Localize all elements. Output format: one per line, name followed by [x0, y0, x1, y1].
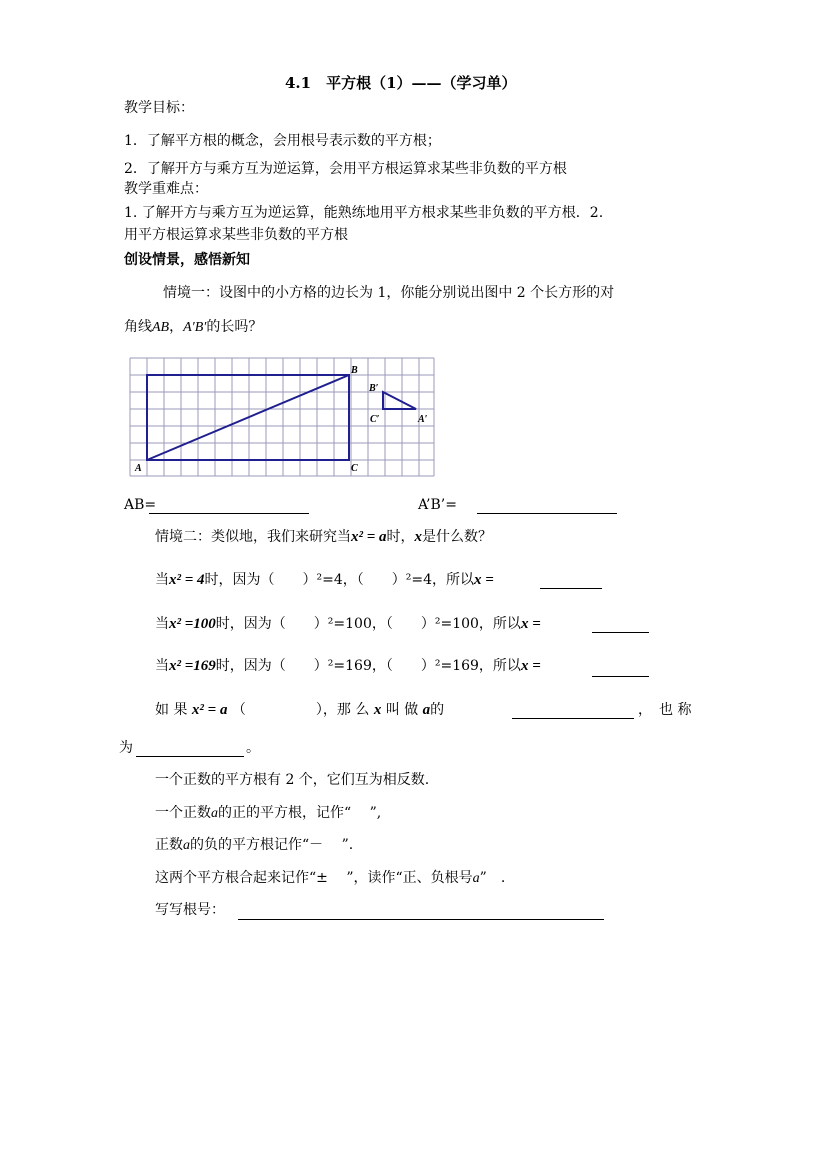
case-row: [155, 659, 541, 674]
objectives-heading: 教学目标：: [124, 100, 194, 116]
text: 的负的平方根记作“－ ”.: [190, 837, 354, 853]
definition-blank-1[interactable]: [512, 718, 634, 719]
note-4: [155, 871, 505, 886]
difficulty-line-2: 用平方根运算求某些非负数的平方根: [124, 227, 348, 243]
case-3-blank[interactable]: [592, 676, 649, 677]
label-c: C: [351, 463, 358, 474]
text: 角线: [124, 319, 152, 335]
case-row: [155, 573, 494, 588]
variable-a: a: [422, 702, 431, 718]
variable-a: a: [211, 806, 218, 821]
difficulties-heading: 教学重难点：: [124, 181, 208, 197]
note-3: [155, 838, 353, 853]
text: ” .: [479, 870, 506, 886]
equation: x² =169: [169, 658, 216, 674]
variable-x: x =: [520, 616, 541, 632]
objective-2: 2．了解开方与乘方互为逆运算，会用平方根运算求某些非负数的平方根: [124, 161, 567, 177]
difficulty-line-1: 1. 了解开方与乘方互为逆运算，能熟练地用平方根求某些非负数的平方根．2.: [124, 205, 604, 221]
definition-end: 。: [246, 740, 260, 756]
page-title: 4.1 平方根（1）——（学习单）: [285, 74, 517, 92]
answer-ab-blank[interactable]: [149, 513, 309, 514]
segment-apbp: A′B′: [183, 320, 207, 335]
variable-x: x =: [520, 658, 541, 674]
text: 的正的平方根，记作“ ”,: [218, 805, 382, 821]
text: ，: [169, 319, 184, 335]
text: 叫 做: [385, 702, 419, 718]
definition-line-1: [155, 703, 444, 718]
label-ap: A′: [418, 414, 428, 425]
text: 时，因为（ ）²=4，（ ）²=4，所以: [204, 572, 475, 588]
definition-wei: 为: [119, 740, 133, 756]
text: 是什么数？: [422, 529, 493, 545]
root-writing-blank[interactable]: [238, 919, 604, 920]
diagonal-ab: [147, 375, 349, 460]
answer-apbp-blank[interactable]: [477, 513, 617, 514]
case-row: [155, 617, 541, 632]
text: （ ），那 么: [231, 702, 370, 718]
label-a: A: [135, 463, 142, 474]
label-b: B: [351, 365, 358, 376]
answer-ab-label: AB=: [124, 497, 157, 513]
label-bp: B′: [369, 383, 379, 394]
label-cp: C′: [370, 414, 380, 425]
equation: x² = a: [191, 702, 228, 718]
situation-2: [155, 530, 492, 545]
text: 时，因为（ ）²=100，（ ）²=100，所以: [215, 616, 521, 632]
note-1: 一个正数的平方根有 2 个，它们互为相反数.: [155, 772, 430, 788]
grid-figure: [128, 356, 436, 478]
section-heading: 创设情景，感悟新知: [124, 252, 250, 268]
text: 情境二：类似地，我们来研究当: [155, 529, 351, 545]
text: 一个正数: [155, 805, 211, 821]
case-1-blank[interactable]: [540, 588, 602, 589]
definition-blank-2[interactable]: [136, 756, 244, 757]
text: 当: [155, 616, 169, 632]
note-5: 写写根号：: [155, 902, 225, 918]
definition-also: ， 也 称: [638, 702, 692, 718]
variable-a: a: [472, 871, 480, 886]
segment-ab: AB: [152, 320, 170, 335]
text: 这两个平方根合起来记作“± ”，读作“正、负根号: [155, 870, 473, 886]
objective-1: 1．了解平方根的概念，会用根号表示数的平方根；: [124, 133, 441, 149]
text: 的长吗？: [206, 319, 263, 335]
variable-x: x: [414, 529, 423, 545]
note-2: [155, 806, 381, 821]
case-2-blank[interactable]: [592, 632, 649, 633]
equation: x² = a: [351, 529, 387, 545]
text: 当: [155, 572, 169, 588]
answer-apbp-label: A’B’=: [418, 497, 457, 513]
text: 当: [155, 658, 169, 674]
text: 时，因为（ ）²=169，（ ）²=169，所以: [215, 658, 521, 674]
equation: x² =100: [169, 616, 216, 632]
text: 如 果: [155, 702, 188, 718]
equation: x² = 4: [169, 572, 205, 588]
situation-1-line-1: 情境一：设图中的小方格的边长为 1，你能分别说出图中 2 个长方形的对: [163, 285, 615, 301]
variable-x: x: [373, 702, 382, 718]
situation-1-line-2: [124, 320, 262, 335]
text: 时，: [386, 529, 415, 545]
triangle-apbpcp: [383, 392, 416, 409]
variable-x: x =: [474, 572, 494, 588]
text: 正数: [155, 837, 183, 853]
variable-a: a: [183, 838, 190, 853]
text: 的: [430, 702, 445, 718]
